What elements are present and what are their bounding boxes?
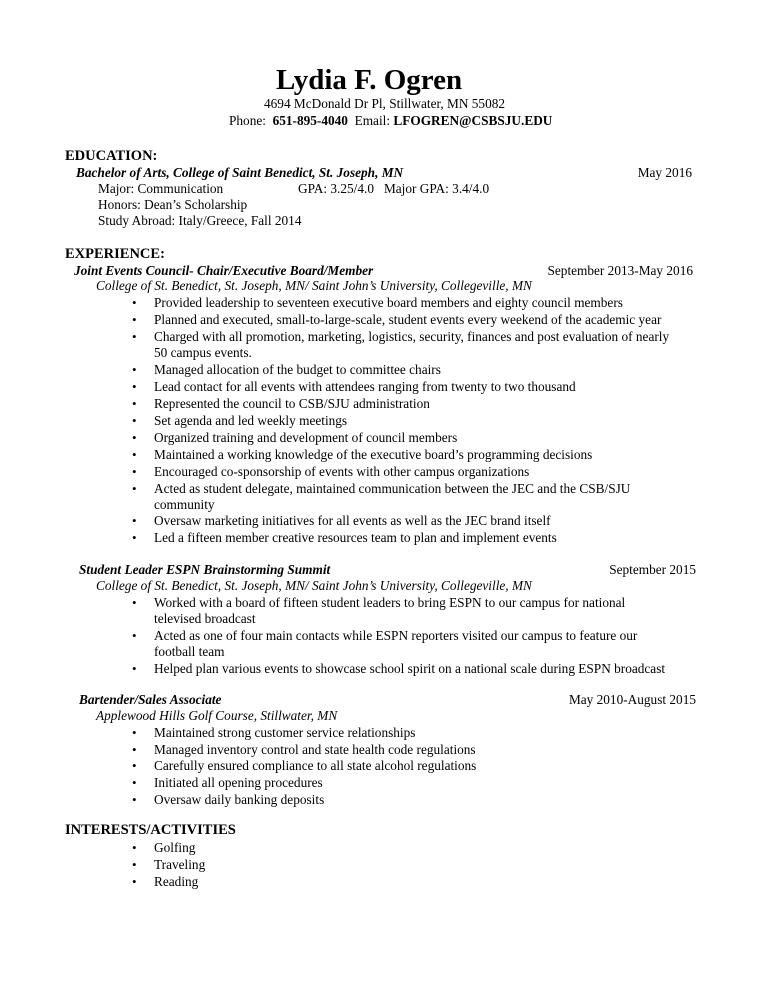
list-item-continuation: community: [154, 497, 215, 512]
major: Major: Communication: [98, 181, 224, 196]
contact-line: [229, 113, 552, 129]
resume-page: Lydia F. Ogren 4694 McDonald Dr Pl, Stillwater, MN 55082 Phone: 651-895-4040 Email: LFOGREN@CSBSJU.EDU EDUCATION: Bachelor of Arts, College of Saint Benedict, St. Joseph, MN May 2016 Major: Communication GPA: 3.25/4.0 Major GPA: 3.4/4.0 Honors: Dean’s Scholarship Study Abroad: Italy/Greece, Fall 2014 EXPERIENCE: Joint Events Council- Chair/Executive Board/Member September 2013-May 2016 College of St. Benedict, St. Joseph, MN/ Saint John’s University, Collegeville, MN • Provided leadership to seventeen executive board members and eighty council members • Planned and executed, small-to-large-scale, student events every weekend of the academic year • Charged with all promotion, marketing, logistics, security, finances and post evaluation of nearly 50 campus events. • Managed allocation of the budget to committee chairs • Lead contact for all events with attendees ranging from twenty to two thousand • Represented the council to CSB/SJU administration • Set agenda and led weekly meetings • Organized training and development of council members • Maintained a working knowledge of the executive board’s programming decisions • Encouraged co-sponsorship of events with other campus organizations • Acted as student delegate, maintained communication between the JEC and the CSB/SJU community • Oversaw marketing initiatives for all events as well as the JEC brand itself • Led a fifteen member creative resources team to plan and implement events Student Leader ESPN Brainstorming Summit September 2015 College of St. Benedict, St. Joseph, MN/ Saint John’s University, Collegeville, MN • Worked with a board of fifteen student leaders to bring ESPN to our campus for national televised broadcast • Acted as one of four main contacts while ESPN reporters visited our campus to feature our football team • Helped plan various events to showcase school spirit on a national scale during ESPN broadcast Bartender/Sales Associate May 2010-August 2015 Applewood Hills Golf Course, Stillwater, MN • Maintained strong customer service relationships • Managed inventory control and state health code regulations • Carefully ensured compliance to all state alcohol regulations • Initiated all opening procedures • Oversaw daily banking deposits INTERESTS/ACTIVITIES • Golfing • Traveling • Reading: [65, 64, 696, 889]
phone-label: Phone:: [229, 113, 266, 128]
interests-heading: INTERESTS/ACTIVITIES: [65, 822, 236, 838]
job-date-bartender: May 2010-August 2015: [568, 692, 696, 707]
address: 4694 McDonald Dr Pl, Stillwater, MN 55082: [264, 96, 506, 111]
list-item-continuation: 50 campus events.: [154, 345, 252, 360]
job-title-jec: Joint Events Council- Chair/Executive Board/Member: [74, 263, 374, 278]
education-heading: EDUCATION:: [65, 148, 158, 164]
job-title-espn: Student Leader ESPN Brainstorming Summit: [79, 562, 331, 577]
job-date-espn: September 2015: [609, 562, 696, 577]
job-org-espn: College of St. Benedict, St. Joseph, MN/ Saint John’s University, Collegeville, MN: [96, 578, 532, 593]
job-title-bartender: Bartender/Sales Associate: [79, 692, 222, 707]
email-address: LFOGREN@CSBSJU.EDU: [393, 113, 553, 128]
study-abroad: Study Abroad: Italy/Greece, Fall 2014: [98, 213, 302, 228]
candidate-name: Lydia F. Ogren: [276, 64, 463, 96]
job-org-bartender: Applewood Hills Golf Course, Stillwater, MN: [96, 708, 338, 723]
job-org-jec: College of St. Benedict, St. Joseph, MN/ Saint John’s University, Collegeville, MN: [96, 278, 532, 293]
degree: Bachelor of Arts, College of Saint Benedict, St. Joseph, MN: [76, 165, 404, 180]
honors: Honors: Dean’s Scholarship: [98, 197, 248, 212]
list-item-continuation: televised broadcast: [154, 611, 256, 626]
experience-heading: EXPERIENCE:: [65, 246, 165, 262]
phone-number: 651-895-4040: [272, 113, 348, 128]
job-date-jec: September 2013-May 2016: [547, 263, 693, 278]
list-item-continuation: football team: [154, 644, 225, 659]
gpa: GPA: 3.25/4.0 Major GPA: 3.4/4.0: [298, 181, 490, 196]
email-label: Email:: [354, 113, 391, 128]
education-date: May 2016: [637, 165, 692, 180]
